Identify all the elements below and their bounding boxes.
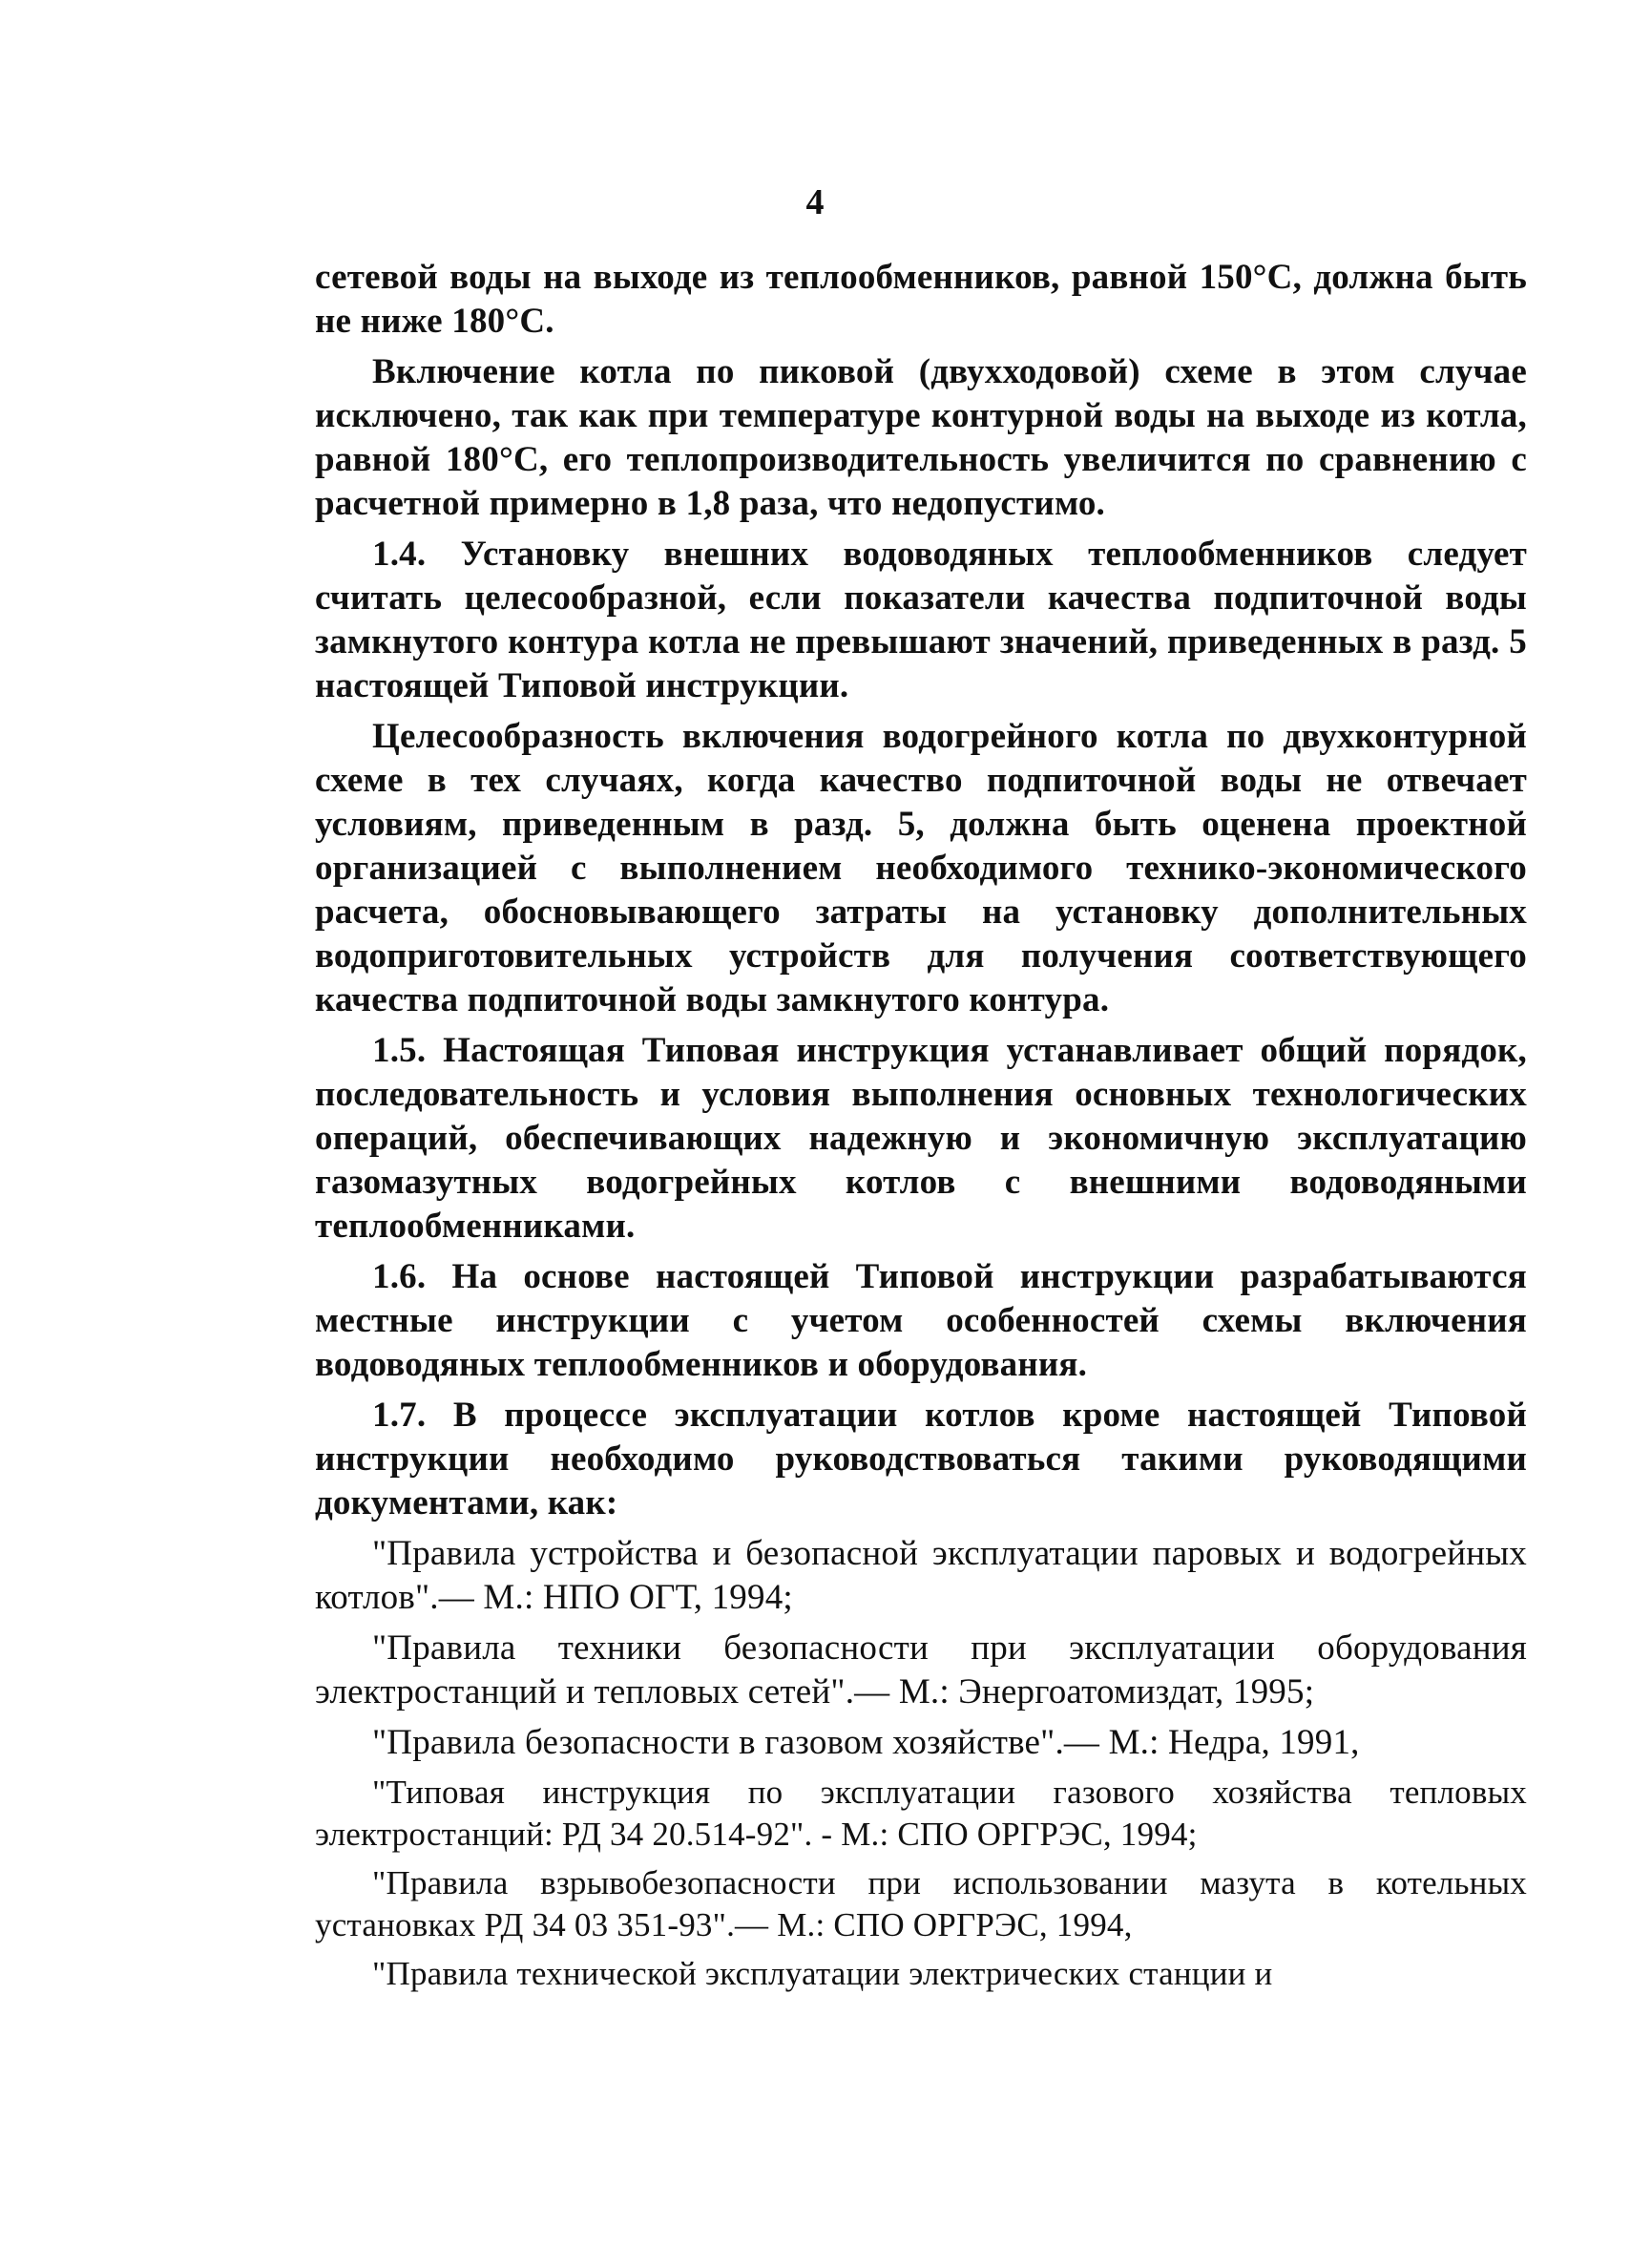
reference-item: "Правила техники безопасности при эксплуатации оборудования электростанций и тепловых сетей".— М.: Энергоатомиздат, 1995; — [315, 1628, 1527, 1712]
paragraph-continuation: сетевой воды на выходе из теплообменников, равной 150°С, должна быть не ниже 180°С. — [315, 258, 1527, 341]
reference-item: "Правила безопасности в газовом хозяйстве".— М.: Недра, 1991, — [372, 1723, 1360, 1762]
paragraph-1-7: 1.7. В процессе эксплуатации котлов кроме настоящей Типовой инструкции необходимо руководствоваться такими руководящими документами, как: — [315, 1396, 1527, 1522]
reference-item: "Правила взрывобезопасности при использовании мазута в котельных установках РД 34 03 351-93".— М.: СПО ОРГРЭС, 1994, — [315, 1864, 1527, 1943]
paragraph-expediency: Целесообразность включения водогрейного котла по двухконтурной схеме в тех случаях, когда качество подпиточной воды не отвечает условиям, приведенным в разд. 5, должна быть оценена проектной организацией с выполнением необходимого технико-экономического расчета, обосновывающего затраты на установку дополнительных водоприготовительных устройств для получения соответствующего качества подпиточной воды замкнутого контура. — [315, 717, 1527, 1019]
body-text — [315, 256, 1527, 2002]
reference-item: "Типовая инструкция по эксплуатации газового хозяйства тепловых электростанций: РД 34 20.514-92". - М.: СПО ОРГРЭС, 1994; — [315, 1774, 1527, 1853]
paragraph-1-6: 1.6. На основе настоящей Типовой инструкции разрабатываются местные инструкции с учетом особенностей схемы включения водоводяных теплообменников и оборудования. — [315, 1257, 1527, 1384]
paragraph-1-4: 1.4. Установку внешних водоводяных теплообменников следует считать целесообразной, если показатели качества подпиточной воды замкнутого контура котла не превышают значений, приведенных в разд. 5 настоящей Типовой инструкции. — [315, 535, 1527, 705]
reference-item: "Правила устройства и безопасной эксплуатации паровых и водогрейных котлов".— М.: НПО ОГТ, 1994; — [315, 1534, 1527, 1617]
paragraph-1-5: 1.5. Настоящая Типовая инструкция устанавливает общий порядок, последовательность и условия выполнения основных технологических операций, обеспечивающих надежную и экономичную эксплуатацию газомазутных водогрейных котлов с внешними водоводяными теплообменниками. — [315, 1031, 1527, 1246]
reference-item: "Правила технической эксплуатации электрических станции и — [372, 1955, 1273, 1992]
page-number: 4 — [805, 182, 825, 222]
paragraph-boiler-scheme: Включение котла по пиковой (двухходовой) схеме в этом случае исключено, так как при температуре контурной воды на выходе из котла, равной 180°С, его теплопроизводительность увеличится по сравнению с расчетной примерно в 1,8 раза, что недопустимо. — [315, 352, 1527, 523]
